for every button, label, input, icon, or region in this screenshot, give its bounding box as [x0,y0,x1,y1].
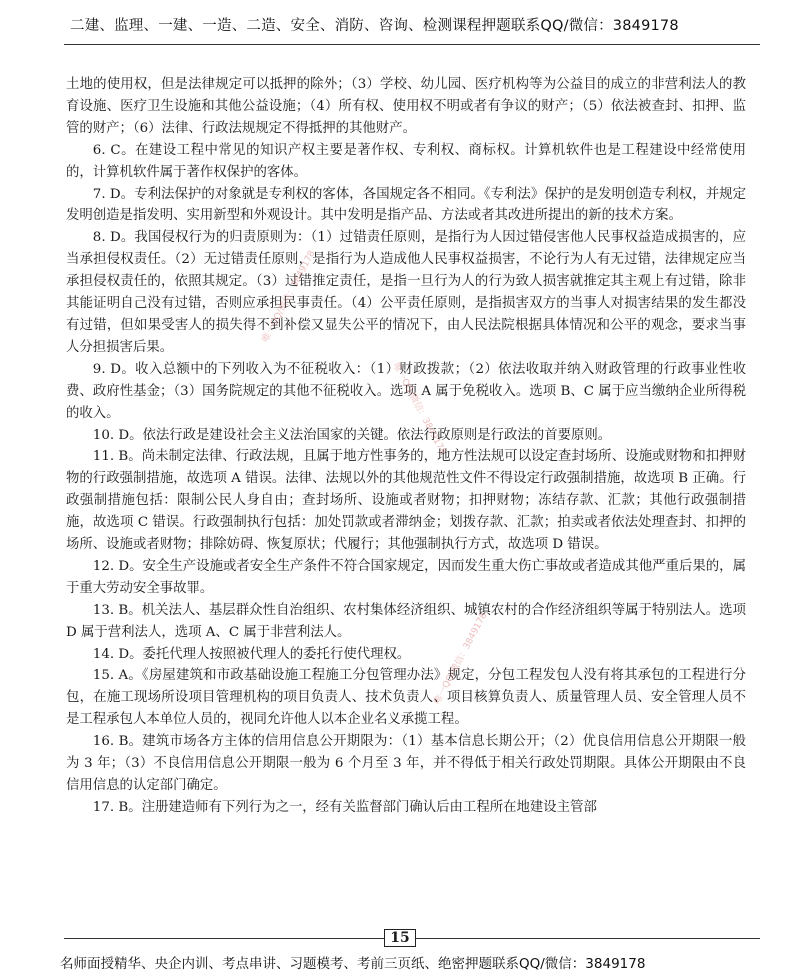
answer-8: 8. D。我国侵权行为的归责原则为：（1）过错责任原则，是指行为人因过错侵害他人民事权益造成损害的，应当承担侵权责任。（2）无过错责任原则，是指行为人造成他人民事权益损害，不论行为人有无过错，法律规定应当承担侵权责任的，依照其规定。（3）过错推定责任，是指一旦行为人的行为致人损害就推定其主观上有过错，除非其能证明自己没有过错，否则应承担民事责任。（4）公平责任原则，是指损害双方的当事人对损害结果的发生都没有过错，但如果受害人的损失得不到补偿又显失公平的情况下，由人民法院根据具体情况和公平的观念，要求当事人分担损害后果。 [66,230,746,355]
answer-9: 9. D。收入总额中的下列收入为不征税收入：（1）财政拨款；（2）依法收取并纳入财政管理的行政事业性收费、政府性基金；（3）国务院规定的其他不征税收入。选项 A 属于免税收入。选项 B、C 属于应当缴纳企业所得税的收入。 [66,361,746,421]
watermark-2: 唯一QQ/微信：3849178 [390,361,448,457]
answer-15: 15. A。《房屋建筑和市政基础设施工程施工分包管理办法》规定，分包工程发包人没有将其承包的工程进行分包，在施工现场所设项目管理机构的项目负责人、技术负责人、项目核算负责人、质量管理人员、安全管理人员不是工程承包人本单位人员的，视同允许他人以本企业名义承揽工程。 [66,668,746,728]
watermark-1: 唯一QQ/微信：3849178 [260,249,318,345]
answer-14: 14. D。委托代理人按照被代理人的委托行使代理权。 [92,646,411,662]
answer-17: 17. B。注册建造师有下列行为之一，经有关监督部门确认后由工程所在地建设主管部 [92,799,597,815]
page-footer: 名师面授精华、央企内训、考点串讲、习题模考、考前三页纸、绝密押题联系QQ/微信：3849178 [60,956,646,972]
page-header: 二建、监理、一建、一造、二造、安全、消防、咨询、检测课程押题联系QQ/微信：3849178 [70,18,679,34]
watermark-3: 唯一QQ/微信：3849178 [432,611,490,707]
answer-16: 16. B。建筑市场各方主体的信用信息公开期限为：（1）基本信息长期公开；（2）优良信用信息公开期限一般为 3 年；（3）不良信用信息公开期限一般为 6 个月至 3 年，并不得低于相关行政处罚期限。具体公开期限由不良信用信息的认定部门确定。 [66,734,746,793]
answer-10: 10. D。依法行政是建设社会主义法治国家的关键。依法行政原则是行政法的首要原则。 [92,427,612,443]
page-number: 15 [384,929,415,947]
answer-11: 11. B。尚未制定法律、行政法规，且属于地方性事务的，地方性法规可以设定查封场所、设施或财物和扣押财物的行政强制措施，故选项 A 错误。法律、法规以外的其他规范性文件不得设定行政强制措施，故选项 B 正确。行政强制措施包括：限制公民人身自由；查封场所、设施或者财物；扣押财物；冻结存款、汇款；其他行政强制措施，故选项 C 错误。行政强制执行包括：加处罚款或者滞纳金；划拨存款、汇款；拍卖或者依法处理查封、扣押的场所、设施或者财物；排除妨碍、恢复原状；代履行；其他强制执行方式，故选项 D 错误。 [66,449,746,553]
answer-6: 6. C。在建设工程中常见的知识产权主要是著作权、专利权、商标权。计算机软件也是工程建设中经常使用的，计算机软件属于著作权保护的客体。 [66,142,746,180]
answer-12: 12. D。安全生产设施或者安全生产条件不符合国家规定，因而发生重大伤亡事故或者造成其他严重后果的，属于重大劳动安全事故罪。 [66,558,746,596]
paragraph-continuation: 土地的使用权，但是法律规定可以抵押的除外；（3）学校、幼儿园、医疗机构等为公益目的成立的非营利法人的教育设施、医疗卫生设施和其他公益设施；（4）所有权、使用权不明或者有争议的财产；（5）依法被查封、扣押、监管的财产；（6）法律、行政法规规定不得抵押的其他财产。 [66,77,746,136]
body-text [66,74,746,819]
answer-13: 13. B。机关法人、基层群众性自治组织、农村集体经济组织、城镇农村的合作经济组织等属于特别法人。选项 D 属于营利法人，选项 A、C 属于非营利法人。 [66,602,746,640]
answer-7: 7. D。专利法保护的对象就是专利权的客体，各国规定各不相同。《专利法》保护的是发明创造专利权，并规定发明创造是指发明、实用新型和外观设计。其中发明是指产品、方法或者其改进所提出的新的技术方案。 [66,186,746,224]
page-number-box [0,927,800,947]
header-divider [64,44,760,45]
